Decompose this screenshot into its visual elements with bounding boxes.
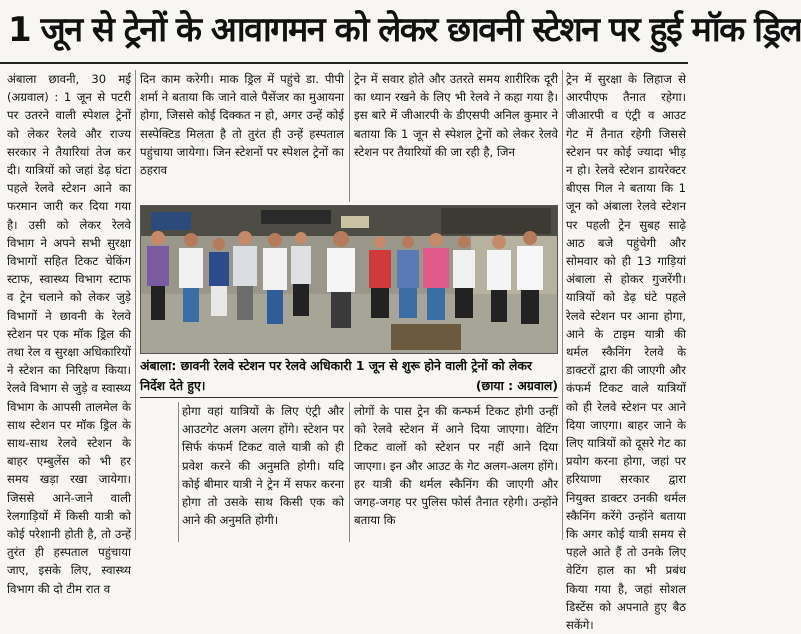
caption-text: छावनी रेलवे स्टेशन पर रेलवे अधिकारी 1 जून से शुरू होने वाली ट्रेनों को लेकर निर्देश देते हुए। xyxy=(140,358,532,393)
column-4-text: ट्रेन में सुरक्षा के लिहाज से आरपीएफ तैनात रहेगा। जीआरपी व एंट्री व आउट गेट में तैनात रहेगी जिससे स्टेशन पर कोई ज्यादा भीड़ न हो। रेलवे स्टेशन डायरेक्टर बीएस गिल ने बताया कि 1 जून को अंबाला रेलवे स्टेशन पर पहली ट्रेन सुबह साढ़े आठ बजे पहुंचेगी और सोमवार को ही 13 गाड़ियां अंबाला से होकर गुजरेंगी। यात्रियों को डेढ़ घंटे पहले रेलवे स्टेशन पर आना होगा, आने के टाइम यात्री की थर्मल स्कैनिंग रेलवे के डाक्टरों द्वारा की जाएगी और कंफर्म टिकट वाले यात्रियों को ही रेलवे स्टेशन पर आने दिया जाएगा। बाहर जाने के लिए यात्रियों को दूसरे गेट का प्रयोग करना होगा, जहां पर हरियाणा सरकार द्वारा नियुक्त डाक्टर उनकी थर्मल स्कैनिंग करेंगे उन्होंने बताया कि अगर कोई यात्री समय से पहले आते हैं तो उनके लिए वेटिंग हाल का भी प्रबंध किया गया है, जहां सोशल डिस्टेंस को अपनाते हुए बैठ सकेंगे। xyxy=(566,72,686,633)
news-photo-railway-station xyxy=(140,205,558,354)
photo-illustration xyxy=(141,206,557,353)
column-2-bottom-text: होगा वहां यात्रियों के लिए एंट्री और आउटगेट अलग अलग होंगे। स्टेशन पर सिर्फ कंफर्म टिकट वाले यात्री को ही प्रवेश करने की अनुमति होगी। यदि कोई बीमार यात्री ने ट्रेन में सफर करना होगा तो उसके साथ किसी एक को आने की अनुमति होगी। xyxy=(182,404,344,528)
headline: 1 जून से ट्रेनों के आवागमन को लेकर छावनी स्टेशन पर हुई मॉक ड्रिल xyxy=(8,10,801,50)
column-2-top-text: दिन काम करेगी। माक ड्रिल में पहुंचे डा. पीपी शर्मा ने बताया कि जाने वाले पैसेंजर का मुआयना होगा, जिससे कोई दिक्कत न हो, अगर उन्हें कोई सस्पेक्टिड मिलता है तो तुरंत ही उन्हें हस्पताल पहुंचाया जायेगा। जिन स्टेशनों पर स्पेशल ट्रेनों का ठहराव xyxy=(140,72,344,178)
column-divider xyxy=(178,402,179,542)
article-column-4 xyxy=(566,70,686,633)
article-column-2-bottom xyxy=(182,402,344,546)
column-3-top-text: ट्रेन में सवार होते और उतरते समय शारीरिक दूरी का ध्यान रखने के लिए भी रेलवे ने कहा गया है। इस बारे में जीआरपी के डीएसपी अनिल कुमार ने बताया कि 1 जून से स्पेशल ट्रेनों को लेकर रेलवे स्टेशन पर तैयारियों की जा रही है, जिन xyxy=(354,72,558,159)
photo-credit: (छाया : अग्रवाल) xyxy=(475,378,558,393)
column-3-bottom-text: लोगों के पास ट्रेन की कन्फर्म टिकट होगी उन्हीं को रेलवे स्टेशन में आने दिया जाएगा। वेटिंग टिकट वालों को स्टेशन पर नहीं आने दिया जाएगा। इन और आउट के गेट अलग-अलग होंगे। हर यात्री की थर्मल स्कैनिंग की जाएगी और जगह-जगह पर पुलिस फोर्स तैनात रहेगी। उन्होंने बताया कि xyxy=(354,404,558,528)
column-divider xyxy=(135,70,136,540)
caption-dateline: अंबाला: xyxy=(140,358,177,373)
headline-rule xyxy=(0,62,688,64)
column-divider xyxy=(562,70,563,540)
column-1-text: अंबाला छावनी, 30 मई (अग्रवाल) : 1 जून से पटरी पर उतरने वाली स्पेशल ट्रेनों को लेकर रेलवे और राज्य सरकार ने तैयारियां तेज कर दी। यात्रियों को जहां डेढ़ घंटा पहले रेलवे स्टेशन आने का फरमान जारी कर दिया गया है। उसी को लेकर रेलवे विभाग ने अपने सभी सुरक्षा विभागों सहित टिकट चेकिंग स्टाफ, स्वास्थ्य विभाग स्टाफ व ट्रेन चलाने को लेकर जुड़े विभागों ने छावनी के रेलवे स्टेशन पर एक मॉक ड्रिल की तथा रेल व सुरक्षा अधिकारियों ने स्टेशन का निरिक्षण किया। रेलवे विभाग से जुड़े व स्वास्थ्य विभाग के आपसी तालमेल के साथ स्टेशन पर मॉक ड्रिल के साथ-साथ रेलवे स्टेशन के बाहर एम्बुलेंस को भी हर समय खड़ा रखा जायेगा। जिससे आने-जाने वाली रेलगाड़ियों में किसी यात्री को कोई परेशानी होती है, तो उन्हें तुरंत ही हस्पताल पहुंचाया जाए, इसके लिए, स्वास्थ्य विभाग की दो टीम रात व xyxy=(7,72,131,596)
column-divider xyxy=(349,70,350,202)
article-column-1 xyxy=(7,70,131,596)
article-column-3-bottom xyxy=(354,402,558,546)
article-column-2-top xyxy=(140,70,344,202)
column-divider xyxy=(349,402,350,542)
photo-caption xyxy=(140,356,558,398)
article-column-3-top xyxy=(354,70,558,202)
